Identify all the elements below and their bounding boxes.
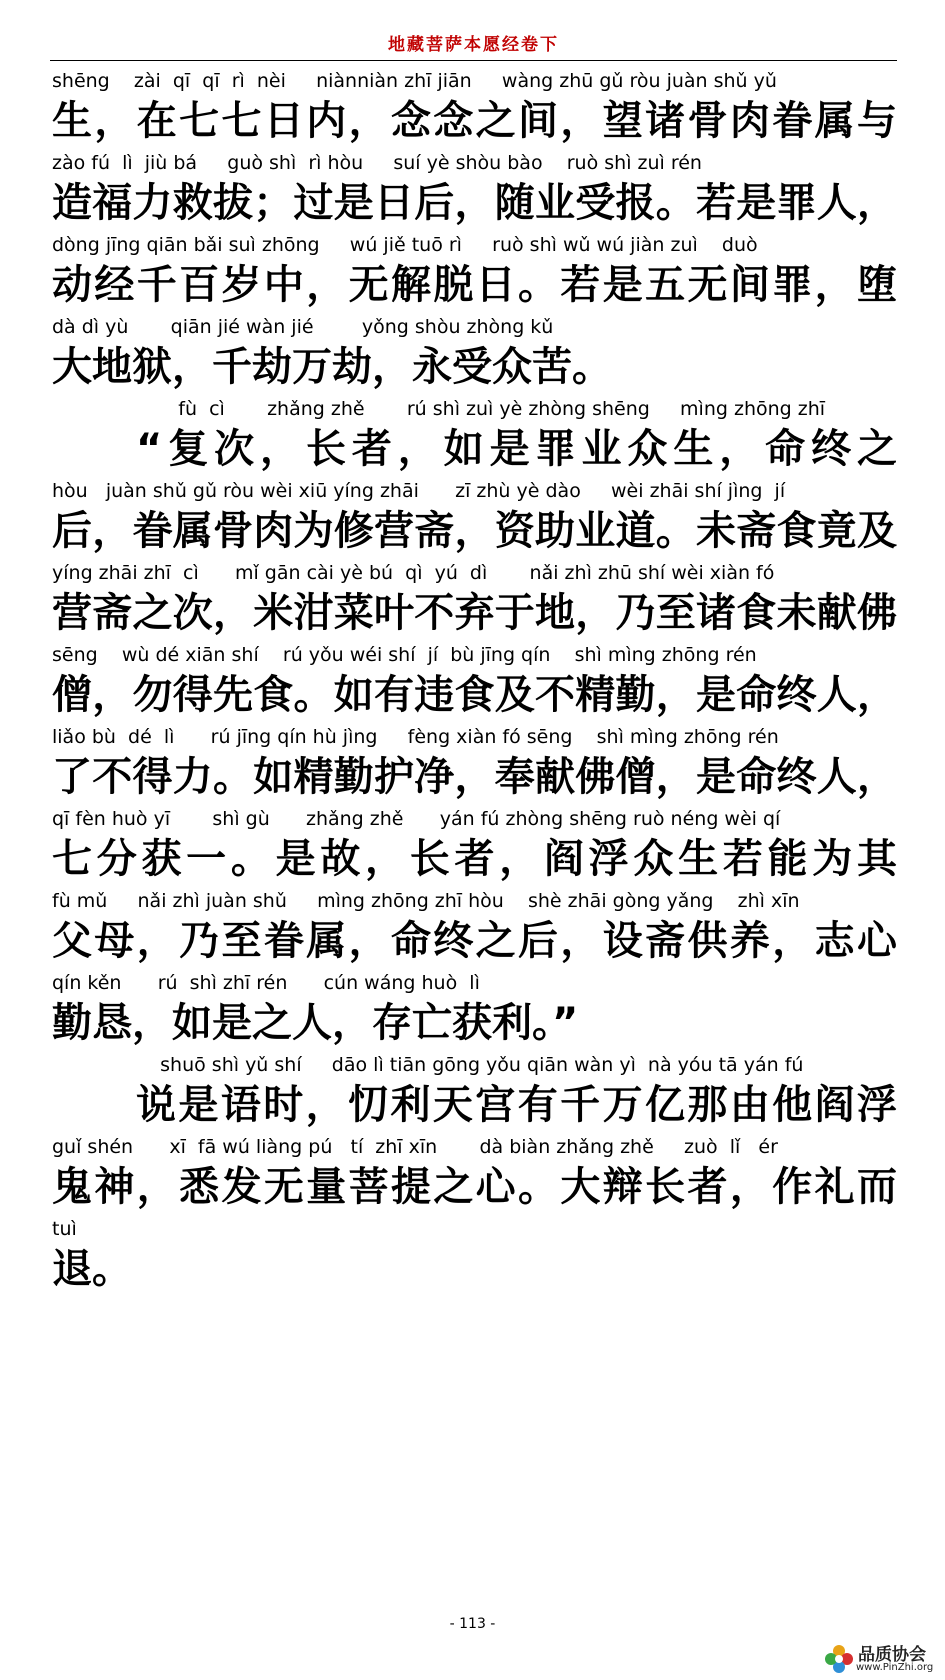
pinyin-line: shēng zài qī qī rì nèi niànniàn zhī jiān wàng zhū gǔ ròu juàn shǔ yǔ [52,70,777,92]
hanzi-line: 营斋之次，米泔菜叶不弃于地，乃至诸食未献佛 [52,590,897,636]
hanzi-line: 鬼神，悉发无量菩提之心。大辩长者，作礼而 [52,1164,897,1210]
text-line-paragraph-start [52,1052,897,1134]
pinyin-line: qín kěn rú shì zhī rén cún wáng huò lì [52,972,480,994]
text-line [52,150,897,232]
page-header-title: 地藏菩萨本愿经卷下 [388,35,559,55]
hanzi-line: 七分获一。是故，长者，阎浮众生若能为其 [52,836,897,882]
pinyin-line: sēng wù dé xiān shí rú yǒu wéi shí jí bù jīng qín shì mìng zhōng rén [52,644,757,666]
pinyin-line: tuì [52,1218,77,1240]
text-line [52,970,897,1052]
pinyin-line: qī fèn huò yī shì gù zhǎng zhě yán fú zhòng shēng ruò néng wèi qí [52,808,781,830]
pinyin-line: zào fú lì jiù bá guò shì rì hòu suí yè shòu bào ruò shì zuì rén [52,152,702,174]
hanzi-line: 动经千百岁中，无解脱日。若是五无间罪，堕 [52,262,897,308]
text-line [52,1216,897,1298]
text-line [52,560,897,642]
page-number: - 113 - [449,1616,496,1632]
hanzi-line: 父母，乃至眷属，命终之后，设斋供养，志心 [52,918,897,964]
hanzi-line: 退。 [52,1246,132,1292]
text-line [52,232,897,314]
hanzi-line: 僧，勿得先食。如有违食及不精勤，是命终人， [52,672,897,718]
watermark-url: www.PinZhi.org [856,1662,934,1673]
text-line-paragraph-start [52,396,897,478]
pinyin-line: fù cì zhǎng zhě rú shì zuì yè zhòng shēng mìng zhōng zhī [136,398,826,420]
hanzi-line: 说是语时，忉利天宫有千万亿那由他阎浮 [136,1082,897,1128]
watermark-name: 品质协会 [858,1645,926,1665]
text-line [52,724,897,806]
hanzi-line: 后，眷属骨肉为修营斋，资助业道。未斋食竟及 [52,508,897,554]
hanzi-line: 生，在七七日内，念念之间，望诸骨肉眷属与 [52,98,897,144]
text-line [52,68,897,150]
hanzi-line: 了不得力。如精勤护净，奉献佛僧，是命终人， [52,754,897,800]
watermark [822,1640,942,1678]
pinyin-line: shuō shì yǔ shí dāo lì tiān gōng yǒu qiān wàn yì nà yóu tā yán fú [136,1054,804,1076]
flower-logo-icon [822,1642,856,1676]
hanzi-line: “复次，长者，如是罪业众生，命终之 [136,426,897,472]
text-line [52,888,897,970]
header-divider [50,60,897,61]
pinyin-line: dòng jīng qiān bǎi suì zhōng wú jiě tuō rì ruò shì wǔ wú jiàn zuì duò [52,234,758,256]
text-line [52,806,897,888]
hanzi-line: 勤恳，如是之人，存亡获利。” [52,1000,579,1046]
pinyin-line: dà dì yù qiān jié wàn jié yǒng shòu zhòng kǔ [52,316,554,338]
pinyin-line: liǎo bù dé lì rú jīng qín hù jìng fèng xiàn fó sēng shì mìng zhōng rén [52,726,779,748]
pinyin-line: yíng zhāi zhī cì mǐ gān cài yè bú qì yú dì nǎi zhì zhū shí wèi xiàn fó [52,562,775,584]
text-line [52,314,897,396]
scripture-text [52,68,897,1298]
text-line [52,478,897,560]
pinyin-line: guǐ shén xī fā wú liàng pú tí zhī xīn dà biàn zhǎng zhě zuò lǐ ér [52,1136,778,1158]
hanzi-line: 造福力救拔；过是日后，随业受报。若是罪人， [52,180,897,226]
pinyin-line: hòu juàn shǔ gǔ ròu wèi xiū yíng zhāi zī zhù yè dào wèi zhāi shí jìng jí [52,480,786,502]
text-line [52,642,897,724]
text-line [52,1134,897,1216]
hanzi-line: 大地狱，千劫万劫，永受众苦。 [52,344,612,390]
pinyin-line: fù mǔ nǎi zhì juàn shǔ mìng zhōng zhī hòu shè zhāi gòng yǎng zhì xīn [52,890,800,912]
